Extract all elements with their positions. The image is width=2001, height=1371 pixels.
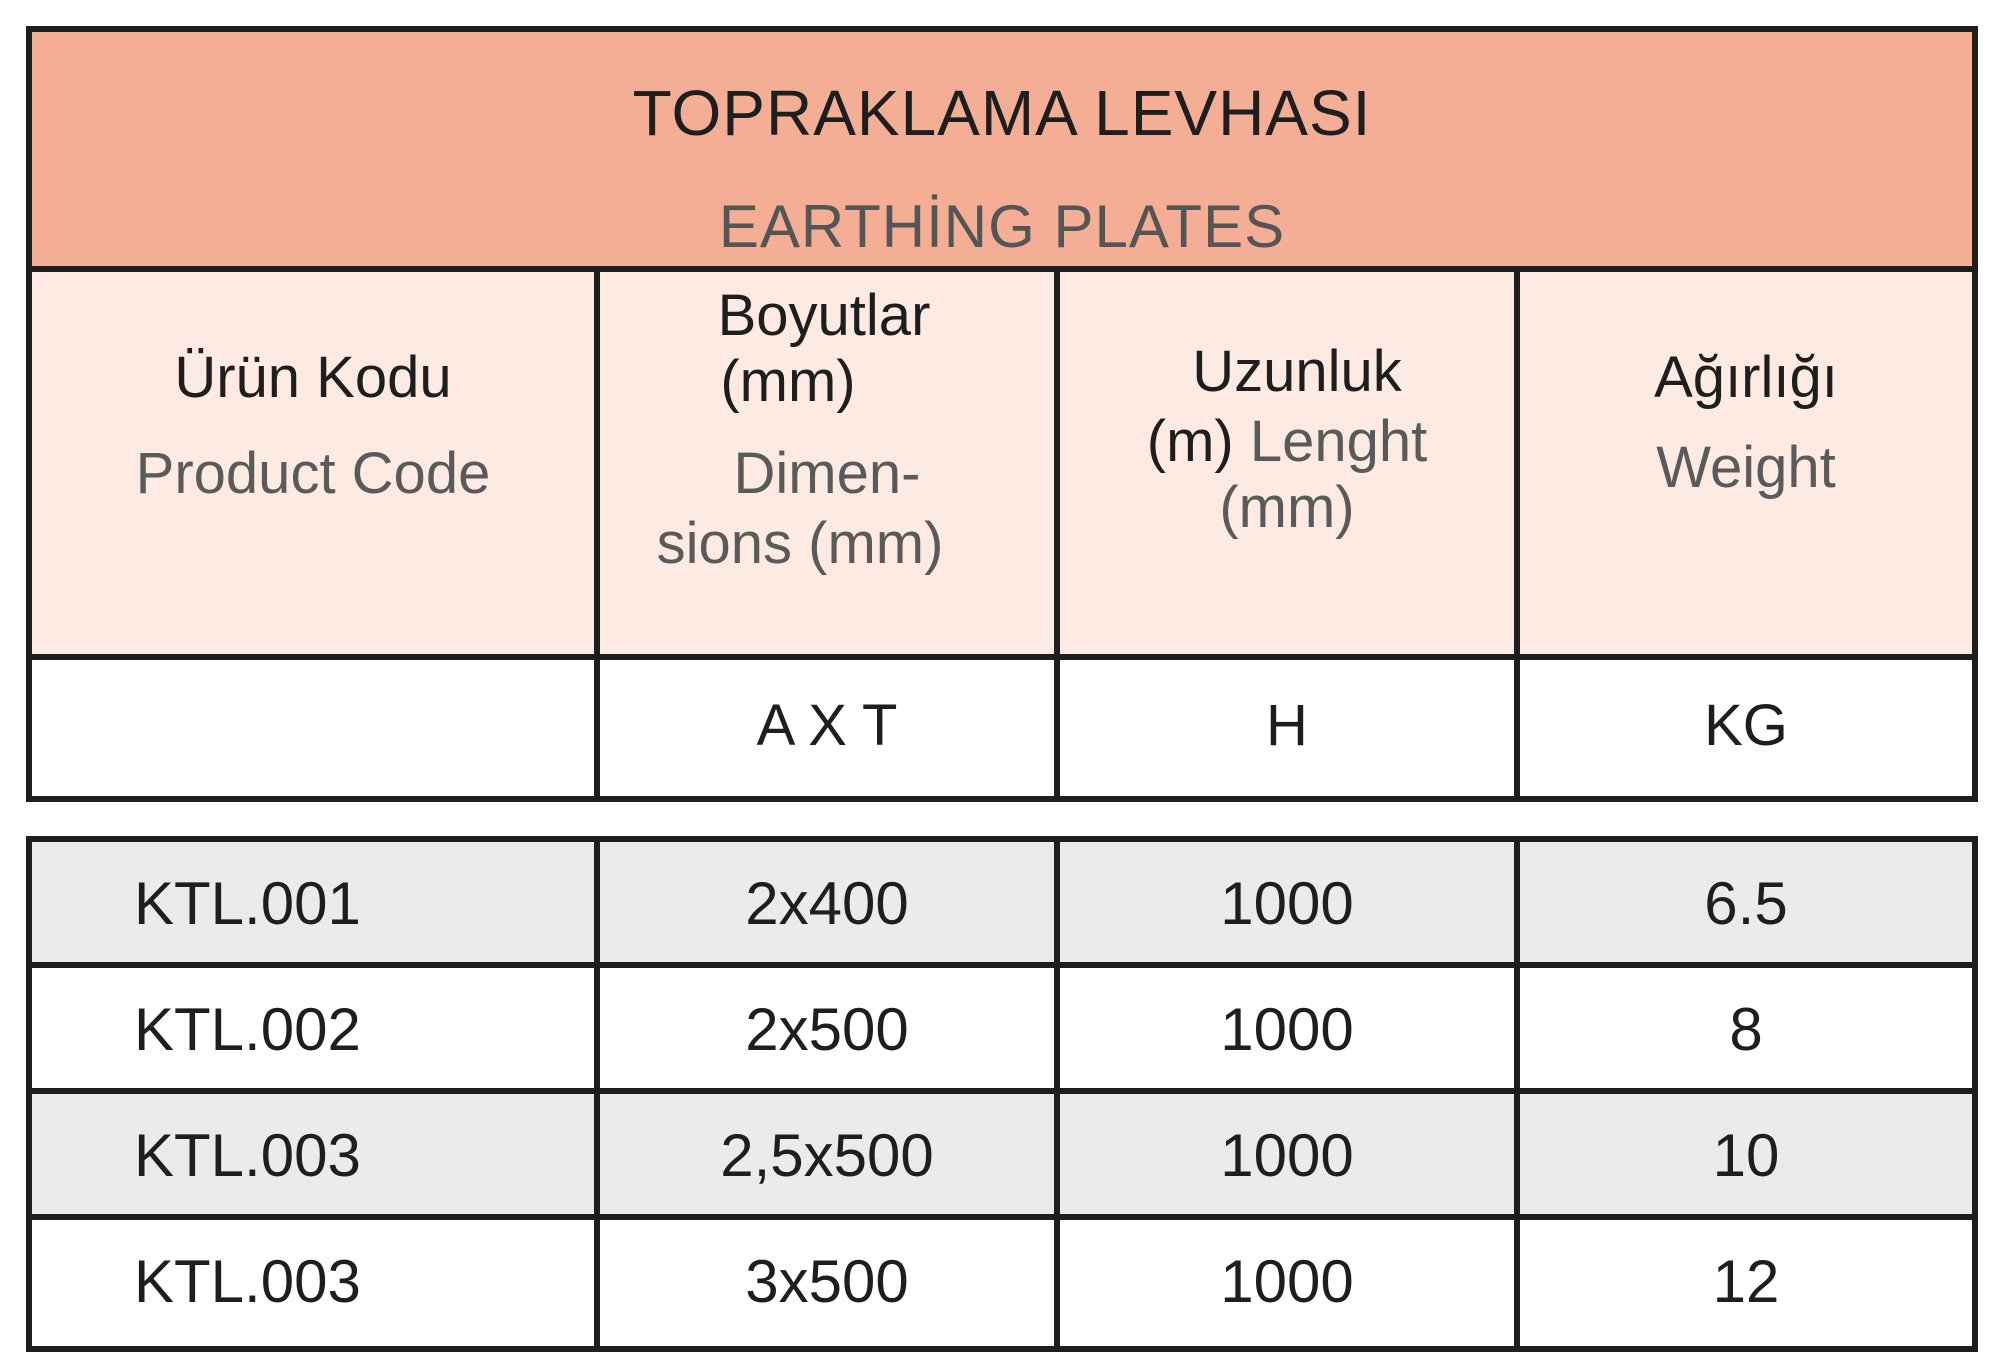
unit-length-text: H — [1266, 693, 1308, 758]
header-weight — [1520, 272, 1972, 654]
cell-length-text: 1000 — [1220, 870, 1354, 937]
header-length-line-2 — [1060, 406, 1514, 478]
header-weight-en: Weight — [1656, 435, 1836, 500]
title-turkish: TOPRAKLAMA LEVHASI — [632, 77, 1372, 149]
cell-weight-text: 12 — [1712, 1248, 1780, 1315]
cell-code — [32, 842, 600, 962]
cell-length — [1060, 1220, 1520, 1346]
header-length-en-1: Lenght — [1249, 409, 1428, 474]
header-dimensions-tr-1: Boyutlar — [717, 283, 931, 348]
cell-weight — [1520, 1094, 1972, 1214]
unit-row — [32, 660, 1972, 796]
header-weight-tr: Ağırlığı — [1654, 345, 1838, 410]
cell-weight-text: 10 — [1712, 1122, 1780, 1189]
header-product-code-tr: Ürün Kodu — [174, 345, 452, 410]
cell-length-text: 1000 — [1220, 996, 1354, 1063]
cell-dimensions-text: 2x500 — [745, 996, 909, 1063]
table-row — [32, 1094, 1972, 1220]
cell-length-text: 1000 — [1220, 1122, 1354, 1189]
cell-dimensions — [600, 1094, 1060, 1214]
table-row — [32, 1220, 1972, 1346]
unit-dimensions-text: A X T — [756, 693, 898, 758]
header-product-code — [32, 272, 600, 654]
cell-code-text: KTL.003 — [134, 1248, 361, 1315]
header-dimensions-en-1: Dimen- — [733, 441, 921, 506]
cell-code-text: KTL.001 — [134, 870, 361, 937]
unit-product-code — [32, 660, 600, 796]
cell-dimensions-text: 2,5x500 — [720, 1122, 934, 1189]
header-product-code-en: Product Code — [135, 441, 491, 506]
cell-weight — [1520, 968, 1972, 1088]
cell-code — [32, 968, 600, 1088]
header-length-tr-2: (m) — [1146, 409, 1234, 474]
cell-weight-text: 6.5 — [1704, 870, 1788, 937]
cell-dimensions — [600, 1220, 1060, 1346]
cell-dimensions-text: 3x500 — [745, 1248, 909, 1315]
unit-weight-text: KG — [1704, 693, 1788, 758]
table-row — [32, 968, 1972, 1094]
header-length-en-2: (mm) — [1219, 475, 1355, 540]
unit-weight — [1520, 660, 1972, 796]
cell-dimensions-text: 2x400 — [745, 870, 909, 937]
title-english: EARTHİNG PLATES — [718, 193, 1286, 260]
unit-dimensions — [600, 660, 1060, 796]
cell-weight-text: 8 — [1729, 996, 1763, 1063]
unit-length — [1060, 660, 1520, 796]
header-length-tr-1: Uzunluk — [1192, 339, 1402, 404]
header-dimensions-tr-2: (mm) — [720, 349, 856, 414]
header-table — [26, 26, 1978, 802]
data-table — [26, 836, 1978, 1352]
cell-code-text: KTL.002 — [134, 996, 361, 1063]
cell-code — [32, 1220, 600, 1346]
cell-length-text: 1000 — [1220, 1248, 1354, 1315]
column-header-row — [32, 272, 1972, 660]
cell-length — [1060, 842, 1520, 962]
header-length — [1060, 272, 1520, 654]
table-row — [32, 842, 1972, 968]
cell-length — [1060, 968, 1520, 1088]
cell-dimensions — [600, 968, 1060, 1088]
cell-weight — [1520, 1220, 1972, 1346]
title-block — [32, 32, 1972, 272]
cell-length — [1060, 1094, 1520, 1214]
cell-dimensions — [600, 842, 1060, 962]
header-dimensions — [600, 272, 1060, 654]
header-dimensions-en-2: sions (mm) — [656, 511, 944, 576]
cell-weight — [1520, 842, 1972, 962]
cell-code — [32, 1094, 600, 1214]
cell-code-text: KTL.003 — [134, 1122, 361, 1189]
